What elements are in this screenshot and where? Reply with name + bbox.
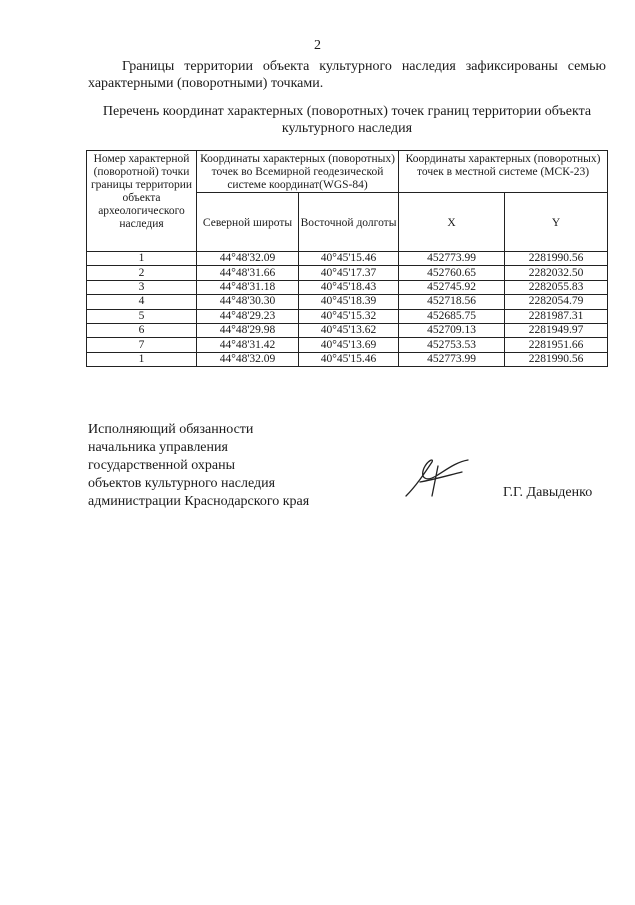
table-row [87,309,608,323]
cell-point-number: 6 [87,323,197,337]
header-point-number: Номер характерной (поворотной) точки границы территории объекта археологического наследия [87,151,197,252]
cell-point-number: 1 [87,252,197,266]
cell-point-number: 1 [87,352,197,366]
cell-north-latitude: 44°48'31.66 [197,266,299,280]
cell-point-number: 4 [87,295,197,309]
signature-line: Исполняющий обязанности [88,422,254,437]
cell-x: 452718.56 [399,295,505,309]
signer-name: Г.Г. Давыденко [503,485,593,500]
intro-text: Границы территории объекта культурного наследия зафиксированы семью характерными (поворотными) точками. [88,59,606,91]
coordinates-table [86,150,608,367]
signature-line: государственной охраны [88,458,236,473]
cell-point-number: 5 [87,309,197,323]
cell-north-latitude: 44°48'29.98 [197,323,299,337]
cell-east-longitude: 40°45'13.69 [299,338,399,352]
intro-paragraph [88,58,606,92]
handwritten-signature [402,452,472,502]
cell-x: 452745.92 [399,280,505,294]
cell-y: 2281949.97 [505,323,608,337]
subheader-north-latitude: Северной широты [197,193,299,252]
table-row [87,338,608,352]
header-wgs84: Координаты характерных (поворотных) точек во Всемирной геодезической системе координат(WGS-84) [197,151,399,193]
signature-line: администрации Краснодарского края [88,494,310,509]
header-msk23: Координаты характерных (поворотных) точек в местной системе (МСК-23) [399,151,608,193]
cell-y: 2281990.56 [505,252,608,266]
cell-east-longitude: 40°45'18.43 [299,280,399,294]
list-title: Перечень координат характерных (поворотных) точек границ территории объекта культурного наследия [102,104,592,136]
cell-x: 452773.99 [399,352,505,366]
page-number: 2 [314,38,321,53]
cell-point-number: 2 [87,266,197,280]
cell-x: 452709.13 [399,323,505,337]
cell-y: 2281990.56 [505,352,608,366]
subheader-y: Y [505,193,608,252]
cell-east-longitude: 40°45'15.46 [299,252,399,266]
cell-east-longitude: 40°45'15.32 [299,309,399,323]
table-row [87,295,608,309]
table-row [87,323,608,337]
cell-x: 452753.53 [399,338,505,352]
table-row [87,352,608,366]
subheader-east-longitude: Восточной долготы [299,193,399,252]
cell-north-latitude: 44°48'31.42 [197,338,299,352]
signature-block [88,421,309,511]
cell-east-longitude: 40°45'13.62 [299,323,399,337]
signature-line: объектов культурного наследия [88,476,276,491]
table-row [87,266,608,280]
cell-y: 2282055.83 [505,280,608,294]
cell-east-longitude: 40°45'18.39 [299,295,399,309]
cell-north-latitude: 44°48'32.09 [197,352,299,366]
cell-y: 2282032.50 [505,266,608,280]
cell-east-longitude: 40°45'15.46 [299,352,399,366]
signature-line: начальника управления [88,440,228,455]
cell-x: 452773.99 [399,252,505,266]
cell-point-number: 7 [87,338,197,352]
cell-y: 2281951.66 [505,338,608,352]
cell-point-number: 3 [87,280,197,294]
cell-x: 452685.75 [399,309,505,323]
cell-east-longitude: 40°45'17.37 [299,266,399,280]
table-row [87,252,608,266]
cell-y: 2282054.79 [505,295,608,309]
cell-north-latitude: 44°48'32.09 [197,252,299,266]
cell-north-latitude: 44°48'29.23 [197,309,299,323]
subheader-x: X [399,193,505,252]
cell-x: 452760.65 [399,266,505,280]
cell-y: 2281987.31 [505,309,608,323]
table-row [87,280,608,294]
cell-north-latitude: 44°48'30.30 [197,295,299,309]
cell-north-latitude: 44°48'31.18 [197,280,299,294]
